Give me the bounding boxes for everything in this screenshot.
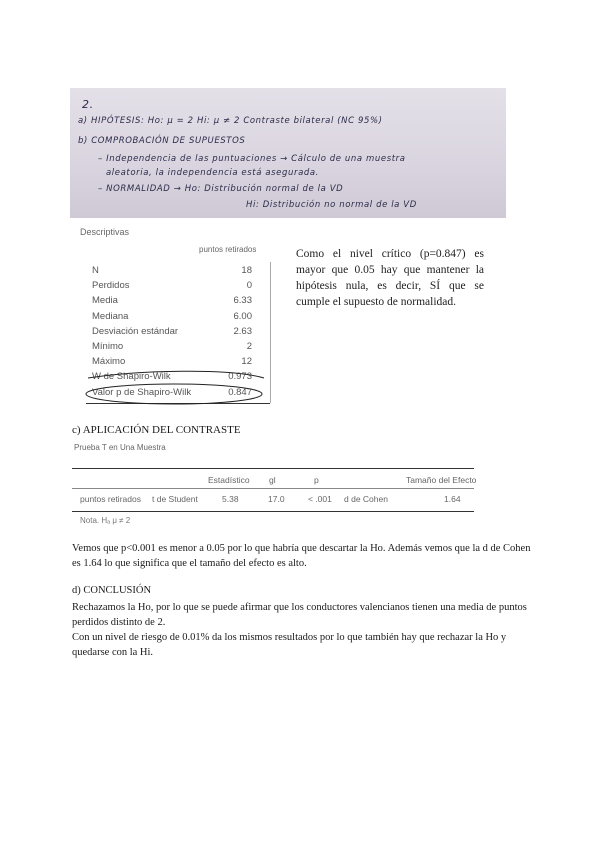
- cell-gl: 17.0: [268, 494, 285, 504]
- cell-p: < .001: [308, 494, 332, 504]
- descriptives-row: [86, 339, 272, 354]
- photo-line-aleatoria: aleatoria, la independencia está asegurada.: [106, 168, 319, 178]
- conclusion-heading: d) CONCLUSIÓN: [72, 585, 152, 596]
- contraste-table-row: [72, 492, 474, 508]
- contraste-table-title: Prueba T en Una Muestra: [74, 443, 166, 452]
- descriptives-row-value: 6.00: [233, 310, 252, 322]
- photo-line-number: 2.: [82, 98, 94, 111]
- contraste-bottom-rule: [72, 511, 474, 512]
- col-effect-size: Tamaño del Efecto: [406, 475, 477, 485]
- descriptives-column-header: puntos retirados: [199, 245, 257, 254]
- descriptives-title: Descriptivas: [80, 227, 130, 237]
- descriptives-row: [86, 324, 272, 339]
- descriptives-row-label: Perdidos: [92, 280, 130, 292]
- descriptives-row: [86, 309, 272, 324]
- normality-annotation: Como el nivel crítico (p=0.847) es mayor que 0.05 hay que mantener la hipótesis nula, es decir, SÍ que se cumple el supuesto de normalidad.: [296, 248, 484, 308]
- descriptives-row-value: 2.63: [233, 325, 252, 337]
- descriptives-row-value: 6.33: [233, 295, 252, 307]
- descriptives-row: [86, 263, 272, 278]
- cell-estadistico: 5.38: [222, 494, 239, 504]
- descriptives-row-value: 0.973: [228, 371, 252, 383]
- col-p: p: [314, 475, 319, 485]
- descriptives-row-label: W de Shapiro-Wilk: [92, 371, 171, 383]
- photo-line-normalidad: – NORMALIDAD → Ho: Distribución normal de la VD: [98, 184, 344, 194]
- descriptives-row-label: Desviación estándar: [92, 325, 179, 337]
- descriptives-row-label: Valor p de Shapiro-Wilk: [92, 386, 192, 398]
- descriptives-row-value: 0: [246, 280, 252, 292]
- contraste-top-rule: [72, 468, 474, 469]
- hand-drawn-ellipse: [80, 368, 268, 408]
- descriptives-row-label: N: [92, 265, 99, 276]
- col-gl: gl: [269, 475, 276, 485]
- contraste-header-rule: [72, 488, 474, 489]
- cell-effect-value: 1.64: [444, 494, 461, 504]
- descriptives-row: [86, 293, 272, 308]
- cell-test: t de Student: [152, 494, 198, 504]
- paragraph-c: Vemos que p<0.001 es menor a 0.05 por lo que habría que descartar la Ho. Además vemos que la d de Cohen es 1.64 lo que significa que el tamaño del efecto es alto.: [72, 543, 531, 569]
- photo-line-comprobacion: b) COMPROBACIÓN DE SUPUESTOS: [78, 136, 246, 146]
- contraste-heading: c) APLICACIÓN DEL CONTRASTE: [72, 424, 241, 436]
- col-estadistico: Estadístico: [208, 475, 250, 485]
- descriptives-row-value: 18: [241, 265, 252, 276]
- descriptives-row-value: 2: [246, 340, 252, 352]
- conclusion-paragraph-2: Con un nivel de riesgo de 0.01% da los mismos resultados por lo que también hay que rechazar la Ho y quedarse con la Hi.: [72, 632, 507, 658]
- descriptives-row-label: Mínimo: [92, 340, 124, 352]
- descriptives-row-label: Mediana: [92, 310, 129, 322]
- descriptives-row-label: Máximo: [92, 356, 126, 368]
- contraste-table-header: [72, 473, 477, 489]
- handwritten-notes-photo: [70, 88, 506, 218]
- descriptives-row-label: Media: [92, 295, 118, 307]
- conclusion-paragraph-1: Rechazamos la Ho, por lo que se puede afirmar que los conductores valencianos tienen una media de puntos perdidos distinto de 2.: [72, 602, 527, 628]
- cell-effect-name: d de Cohen: [344, 494, 388, 504]
- descriptives-divider: [270, 262, 271, 403]
- cell-variable: puntos retirados: [80, 494, 141, 504]
- photo-line-hi: Hi: Distribución no normal de la VD: [246, 200, 417, 210]
- descriptives-row: [86, 278, 272, 293]
- photo-line-independencia: – Independencia de las puntuaciones → Cálculo de una muestra: [98, 154, 406, 164]
- descriptives-row-value: 0.847: [228, 386, 252, 398]
- descriptives-row-value: 12: [241, 356, 252, 368]
- photo-line-hipotesis: a) HIPÓTESIS: Ho: µ = 2 Hi: µ ≠ 2 Contraste bilateral (NC 95%): [78, 116, 383, 126]
- contraste-note: Nota. Hₐ μ ≠ 2: [80, 516, 131, 525]
